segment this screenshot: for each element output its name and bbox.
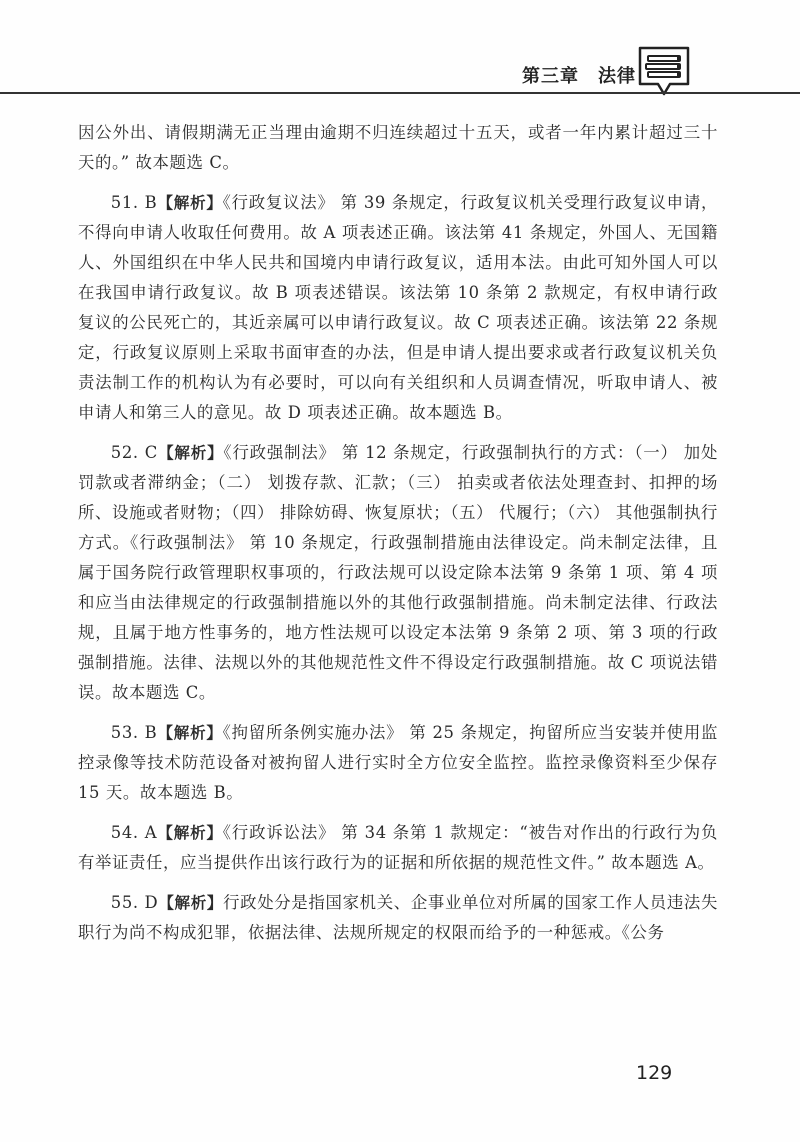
answer-text: 《行政复议法》 第 39 条规定，行政复议机关受理行政复议申请，不得向申请人收取任何费用。故 A 项表述正确。该法第 41 条规定，外国人、无国籍人、外国组织在中华人民共和国境内申请行政复议，适用本法。由此可知外国人可以在我国申请行政复议。故 B 项表述错误。该法第 10 条第 2 款规定，有权申请行政复议的公民死亡的，其近亲属可以申请行政复议。故 C 项表述正确。该法第 22 条规定，行政复议原则上采取书面审查的办法，但是申请人提出要求或者行政复议机关负责法制工作的机构认为有必要时，可以向有关组织和人员调查情况，听取申请人、被申请人和第三人的意见。故 D 项表述正确。故本题选 B。 (78, 193, 718, 422)
answer-number: 53. B (110, 723, 158, 742)
answer-text: 行政处分是指国家机关、企事业单位对所属的国家工作人员违法失职行为尚不构成犯罪，依据法律、法规所规定的权限而给予的一种惩戒。《公务 (78, 893, 718, 942)
answer-item-55 (78, 888, 718, 948)
analysis-tag: 【解析】 (157, 724, 223, 742)
chapter-title: 第三章 法律 (522, 66, 636, 87)
answer-number: 52. C (110, 443, 158, 462)
answer-text: 《拘留所条例实施办法》 第 25 条规定，拘留所应当安装并使用监控录像等技术防范设备对被拘留人进行实时全方位安全监控。监控录像资料至少保存 15 天。故本题选 B。 (78, 723, 718, 802)
answer-number: 55. D (110, 893, 159, 912)
analysis-tag: 【解析】 (157, 194, 223, 212)
analysis-tag: 【解析】 (157, 444, 224, 462)
book-stack-icon (636, 44, 692, 96)
analysis-tag: 【解析】 (157, 824, 223, 842)
header-divider (0, 92, 800, 94)
answer-number: 51. B (110, 193, 158, 212)
page-number: 129 (636, 1062, 673, 1084)
answer-text: 《行政诉讼法》 第 34 条第 1 款规定：“被告对作出的行政行为负有举证责任，应当提供作出该行政行为的证据和所依据的规范性文件。” 故本题选 A。 (78, 823, 718, 872)
answer-item-52 (78, 438, 718, 708)
page-header (0, 0, 800, 96)
answer-item-54 (78, 818, 718, 878)
answer-item-53 (78, 718, 718, 808)
page-body (78, 118, 718, 958)
answer-text: 《行政强制法》 第 12 条规定，行政强制执行的方式：（一） 加处罚款或者滞纳金；（二） 划拨存款、汇款；（三） 拍卖或者依法处理查封、扣押的场所、设施或者财物；（四） 排除妨碍、恢复原状；（五） 代履行；（六） 其他强制执行方式。《行政强制法》 第 10 条规定，行政强制措施由法律设定。尚未制定法律，且属于国务院行政管理职权事项的，行政法规可以设定除本法第 9 条第 1 项、第 4 项和应当由法律规定的行政强制措施以外的其他行政强制措施。尚未制定法律、行政法规，且属于地方性事务的，地方性法规可以设定本法第 9 条第 2 项、第 3 项的行政强制措施。法律、法规以外的其他规范性文件不得设定行政强制措施。故 C 项说法错误。故本题选 C。 (78, 443, 718, 702)
analysis-tag: 【解析】 (158, 894, 224, 912)
answer-item-51 (78, 188, 718, 428)
answer-number: 54. A (110, 823, 158, 842)
continuation-paragraph: 因公外出、请假期满无正当理由逾期不归连续超过十五天，或者一年内累计超过三十天的。” 故本题选 C。 (78, 123, 718, 172)
